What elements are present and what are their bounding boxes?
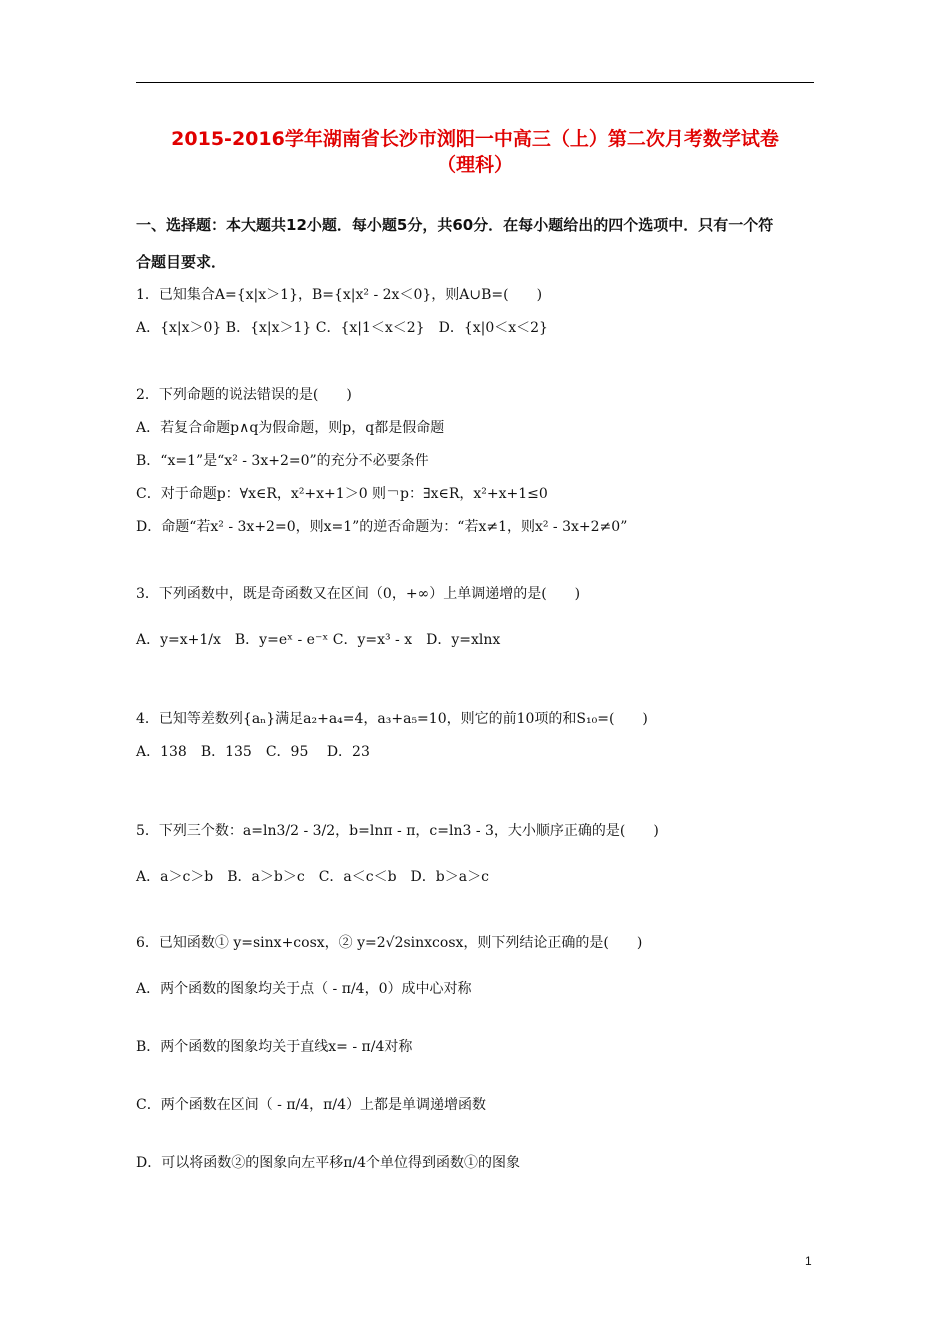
question-2-stem: 2．下列命题的说法错误的是( ) xyxy=(136,387,352,403)
question-3-options: A．y=x+1/x B．y=eˣ - e⁻ˣ C．y=x³ - x D．y=xlnx xyxy=(136,632,501,648)
section-heading-cont: 合题目要求． xyxy=(136,253,227,271)
question-5-stem: 5．下列三个数：a=ln3/2 - 3/2，b=lnπ - π，c=ln3 - 3，大小顺序正确的是( ) xyxy=(136,823,659,839)
question-2-option-a: A．若复合命题p∧q为假命题，则p，q都是假命题 xyxy=(136,420,445,436)
question-4-stem: 4．已知等差数列{aₙ}满足a₂+a₄=4，a₃+a₅=10，则它的前10项的和S₁₀=( ) xyxy=(136,711,648,727)
page-subtitle: （理科） xyxy=(436,154,513,176)
question-2-option-b: B．“x=1”是“x² - 3x+2=0”的充分不必要条件 xyxy=(136,453,429,469)
question-6-option-d: D．可以将函数②的图象向左平移π/4个单位得到函数①的图象 xyxy=(136,1155,521,1171)
question-1-options: A．{x|x＞0} B．{x|x＞1} C．{x|1＜x＜2} D．{x|0＜x＜2} xyxy=(136,320,548,336)
question-2-option-c: C．对于命题p：∀x∈R，x²+x+1＞0 则￢p：∃x∈R，x²+x+1≤0 xyxy=(136,486,548,502)
question-3-stem: 3．下列函数中，既是奇函数又在区间（0，+∞）上单调递增的是( ) xyxy=(136,586,581,602)
question-1-stem: 1．已知集合A={x|x＞1}，B={x|x² - 2x＜0}，则A∪B=( ) xyxy=(136,287,543,303)
page-title: 2015-2016学年湖南省长沙市浏阳一中高三（上）第二次月考数学试卷 xyxy=(171,128,779,150)
question-6-option-c: C．两个函数在区间（ - π/4，π/4）上都是单调递增函数 xyxy=(136,1097,486,1113)
section-heading: 一、选择题：本大题共12小题．每小题5分，共60分．在每小题给出的四个选项中．只有一个符 xyxy=(136,216,774,234)
question-5-options: A．a＞c＞b B．a＞b＞c C．a＜c＜b D．b＞a＞c xyxy=(136,869,489,885)
question-2-option-d: D．命题“若x² - 3x+2=0，则x=1”的逆否命题为：“若x≠1，则x² - 3x+2≠0” xyxy=(136,519,628,535)
page-number: 1 xyxy=(805,1254,812,1268)
question-6-stem: 6．已知函数① y=sinx+cosx，② y=2√2sinxcosx，则下列结论正确的是( ) xyxy=(136,935,643,951)
question-6-option-a: A．两个函数的图象均关于点（ - π/4，0）成中心对称 xyxy=(136,981,472,997)
question-6-option-b: B．两个函数的图象均关于直线x= - π/4对称 xyxy=(136,1039,413,1055)
header-rule xyxy=(136,82,814,83)
question-4-options: A．138 B．135 C．95 D．23 xyxy=(136,744,370,760)
